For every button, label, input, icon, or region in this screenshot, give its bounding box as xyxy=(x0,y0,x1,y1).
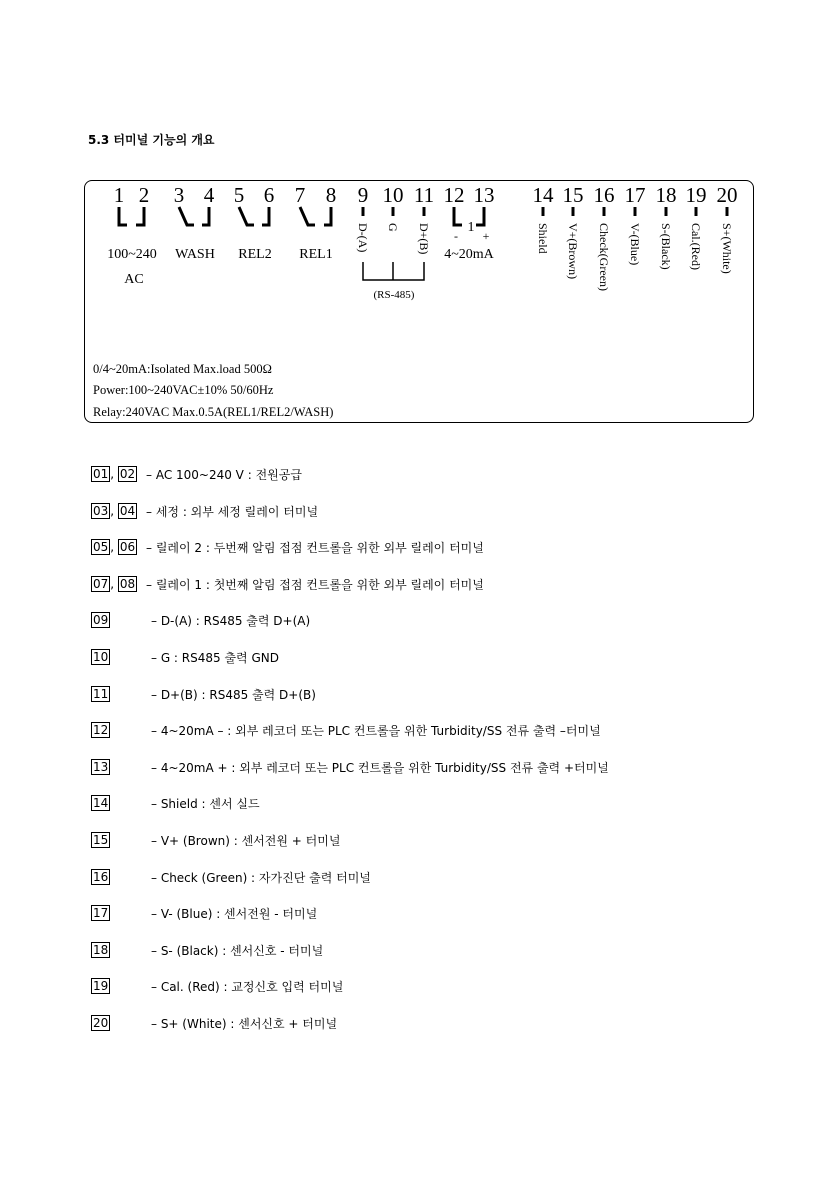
terminal-number: 5 xyxy=(233,182,244,207)
vertical-label: G xyxy=(385,222,400,232)
terminal-codes xyxy=(91,649,151,665)
terminal-description: – S+ (White) : 센서신호 + 터미널 xyxy=(151,1017,338,1031)
terminal-number: 11 xyxy=(413,182,434,207)
vertical-label: S-(Black) xyxy=(658,222,673,270)
code-separator: , xyxy=(110,503,118,518)
terminal-codes xyxy=(91,905,151,921)
terminal-3-symbol xyxy=(179,207,194,225)
terminal-7-symbol xyxy=(300,207,315,225)
terminal-code: 03 xyxy=(93,503,109,518)
label-analog: 4~20mA xyxy=(443,246,494,262)
terminal-code: 19 xyxy=(93,979,109,994)
terminal-code: 10 xyxy=(93,650,109,664)
terminal-number: 2 xyxy=(138,182,149,207)
list-item xyxy=(91,795,260,812)
terminal-number: 4 xyxy=(203,182,214,207)
list-item xyxy=(91,905,318,922)
terminal-4-symbol xyxy=(202,207,209,225)
terminal-number: 20 xyxy=(716,182,737,207)
terminal-codes xyxy=(91,978,151,994)
terminal-number: 15 xyxy=(562,182,583,207)
list-item xyxy=(91,503,319,519)
terminal-description: – Check (Green) : 자가진단 출력 터미널 xyxy=(151,870,371,885)
list-item xyxy=(91,686,316,702)
terminal-number: 17 xyxy=(624,182,645,207)
list-item xyxy=(91,1015,338,1031)
terminal-12-symbol xyxy=(454,207,462,225)
list-item xyxy=(91,539,484,556)
terminal-code: 06 xyxy=(119,540,136,555)
terminal-description: – V- (Blue) : 센서전원 - 터미널 xyxy=(151,907,318,922)
terminal-codes xyxy=(91,1015,151,1031)
terminal-number: 3 xyxy=(173,182,184,207)
list-item xyxy=(91,942,324,958)
rs485-bracket xyxy=(363,262,424,280)
spec-analog: 0/4~20mA:Isolated Max.load 500Ω xyxy=(92,361,272,376)
spec-power: Power:100~240VAC±10% 50/60Hz xyxy=(92,382,273,397)
terminal-code: 09 xyxy=(93,613,109,628)
terminal-codes xyxy=(91,832,151,848)
vertical-label: Shield xyxy=(535,222,550,254)
terminal-number: 19 xyxy=(685,182,706,207)
terminal-code: 07 xyxy=(93,576,109,591)
terminal-number: 8 xyxy=(325,182,336,207)
terminal-number: 14 xyxy=(532,182,553,207)
terminal-13-symbol xyxy=(476,207,484,225)
label-analog-minus: - xyxy=(453,228,458,243)
terminal-description: – Cal. (Red) : 교정신호 입력 터미널 xyxy=(151,980,344,995)
list-item xyxy=(91,722,601,739)
vertical-label: Check(Green) xyxy=(596,222,611,291)
terminal-description: – S- (Black) : 센서신호 - 터미널 xyxy=(151,943,324,958)
terminal-code: 15 xyxy=(93,833,109,847)
terminal-code: 18 xyxy=(93,942,109,957)
terminal-codes xyxy=(91,722,151,738)
terminal-2-symbol xyxy=(136,207,144,225)
terminal-description: – 세정 : 외부 세정 릴레이 터미널 xyxy=(146,504,319,519)
terminal-code: 17 xyxy=(93,906,109,921)
terminal-code: 11 xyxy=(93,686,109,701)
terminal-number: 16 xyxy=(593,182,614,207)
list-item xyxy=(91,466,302,482)
terminal-codes xyxy=(91,576,151,592)
list-item xyxy=(91,869,371,885)
label-rel2: REL2 xyxy=(237,246,272,262)
label-rel1: REL1 xyxy=(298,246,333,262)
terminal-code: 16 xyxy=(93,869,109,884)
vertical-label: V+(Brown) xyxy=(565,222,580,279)
label-power-ac: AC xyxy=(123,271,144,287)
terminal-number: 6 xyxy=(263,182,274,207)
terminal-number: 1 xyxy=(113,182,124,207)
terminal-code: 12 xyxy=(93,723,109,738)
terminal-description: – 4~20mA – : 외부 레코더 또는 PLC 컨트롤을 위한 Turbidity/SS 전류 출력 –터미널 xyxy=(151,724,601,739)
vertical-label: D+(B) xyxy=(416,222,431,254)
terminal-codes xyxy=(91,503,151,519)
label-analog-mid: 1 xyxy=(467,219,474,235)
list-item xyxy=(91,576,484,592)
terminal-codes xyxy=(91,686,151,702)
terminal-description: – D+(B) : RS485 출력 D+(B) xyxy=(151,687,316,702)
terminal-codes xyxy=(91,759,151,775)
label-analog-plus: + xyxy=(482,228,489,243)
code-separator: , xyxy=(110,467,118,481)
label-power: 100~240 xyxy=(106,246,157,262)
vertical-label: S+(White) xyxy=(719,222,734,274)
terminal-codes xyxy=(91,869,151,885)
terminal-8-symbol xyxy=(324,207,331,225)
list-item xyxy=(91,612,311,629)
label-wash: WASH xyxy=(174,246,215,262)
list-item xyxy=(91,759,609,775)
terminal-code: 14 xyxy=(93,796,109,811)
terminal-number: 18 xyxy=(655,182,676,207)
terminal-code: 04 xyxy=(119,503,136,518)
terminal-code: 08 xyxy=(119,576,136,591)
terminal-codes xyxy=(91,466,151,482)
terminal-5-symbol xyxy=(239,207,254,225)
list-item xyxy=(91,978,344,995)
vertical-label: V-(Blue) xyxy=(627,222,642,265)
list-item xyxy=(91,649,279,665)
label-rs485: (RS-485) xyxy=(373,288,414,301)
terminal-number: 9 xyxy=(357,182,368,207)
terminal-code: 13 xyxy=(93,759,109,774)
list-item xyxy=(91,832,341,848)
terminal-diagram xyxy=(84,180,754,423)
spec-relay: Relay:240VAC Max.0.5A(REL1/REL2/WASH) xyxy=(92,404,333,419)
terminal-number: 7 xyxy=(294,182,305,207)
terminal-description: – Shield : 센서 실드 xyxy=(151,797,260,812)
terminal-number: 10 xyxy=(382,182,403,207)
terminal-codes xyxy=(91,942,151,958)
terminal-number: 13 xyxy=(473,182,494,207)
vertical-label: D-(A) xyxy=(355,222,370,252)
terminal-code: 20 xyxy=(93,1016,109,1030)
code-separator: , xyxy=(110,576,118,591)
terminal-description: – 릴레이 1 : 첫번째 알림 접점 컨트롤을 위한 외부 릴레이 터미널 xyxy=(146,577,484,592)
terminal-code: 05 xyxy=(93,540,109,555)
terminal-1-symbol xyxy=(119,207,127,225)
code-separator: , xyxy=(110,540,118,555)
terminal-description: – G : RS485 출력 GND xyxy=(151,651,279,665)
terminal-code: 02 xyxy=(119,467,136,481)
terminal-description: – V+ (Brown) : 센서전원 + 터미널 xyxy=(151,834,341,848)
terminal-description: – 4~20mA + : 외부 레코더 또는 PLC 컨트롤을 위한 Turbidity/SS 전류 출력 +터미널 xyxy=(151,760,609,775)
terminal-description: – 릴레이 2 : 두번째 알림 접점 컨트롤을 위한 외부 릴레이 터미널 xyxy=(146,541,484,556)
vertical-label: Cal.(Red) xyxy=(688,222,703,270)
terminal-codes xyxy=(91,539,151,555)
terminal-code: 01 xyxy=(93,467,109,481)
terminal-6-symbol xyxy=(262,207,269,225)
terminal-diagram-svg xyxy=(84,180,754,423)
section-title: 5.3 터미널 기능의 개요 xyxy=(88,133,215,147)
terminal-description: – D-(A) : RS485 출력 D+(A) xyxy=(151,614,311,629)
terminal-number: 12 xyxy=(443,182,464,207)
terminal-codes xyxy=(91,795,151,811)
terminal-codes xyxy=(91,612,151,628)
terminal-description: – AC 100~240 V : 전원공급 xyxy=(146,468,302,482)
